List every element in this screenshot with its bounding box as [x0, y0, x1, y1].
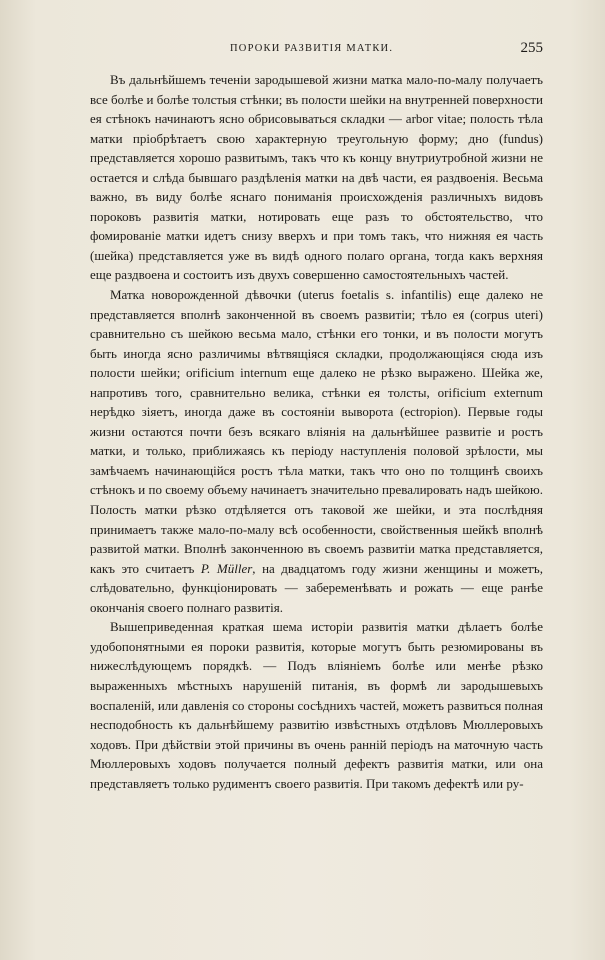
page-header [90, 40, 543, 60]
paragraph-1: Въ дальнѣйшемъ теченіи зародышевой жизни матка мало-по-малу получаетъ все болѣе и болѣе толстыя стѣнки; въ полости шейки на внутренней поверхности ея стѣнокъ начинаютъ ясно обрисовываться складки — arbor vitae; полость тѣла матки пріобрѣтаетъ свою характерную треугольную форму; дно (fundus) представляется хорошо развитымъ, такъ что къ концу внутриутробной жизни не остается и слѣда бывшаго раздѣленія матки на двѣ части, ея раздвоенія. Весьма важно, въ виду болѣе яснаго пониманія происхожденія различныхъ видовъ пороковъ развитія матки, нотировать еще разъ то обстоятельство, что фомированіе матки идетъ снизу вверхъ и при томъ такъ, что нижняя ея часть (шейка) представляется уже въ видѣ одного полаго органа, тогда какъ верхняя еще раздвоена и состоитъ изъ двухъ совершенно самостоятельныхъ частей. [90, 72, 543, 283]
paragraph-2-text-after: , на двадцатомъ году жизни женщины и можетъ, слѣдовательно, функціонировать — забеременѣвать и рожать — еще ранѣе окончанія своего полнаго развитія. [90, 560, 543, 615]
page-number: 255 [520, 40, 543, 56]
paragraph-3: Вышеприведенная краткая шема исторіи развитія матки дѣлаетъ болѣе удобопонятными ея пороки развитія, которые могутъ быть резюмированы въ нижеслѣдующемъ порядкѣ. — Подъ вліяніемъ болѣе или менѣе рѣзко выраженныхъ мѣстныхъ нарушеній питанія, въ формѣ ли зародышевыхъ воспаленій, или давленія со стороны сосѣднихъ частей, можетъ развиться полная несподобность къ дальнѣйшему развитію извѣстныхъ отдѣловъ Мюллеровыхъ ходовъ. При дѣйствіи этой причины въ очень ранній періодъ на маточную часть Мюллеровыхъ ходовъ получается полный дефектъ развитія матки, или она представляетъ только рудиментъ своего развитія. При такомъ дефектѣ или ру- [90, 619, 543, 791]
paragraph-2 [90, 285, 543, 617]
paragraph-2-text-before: Матка новорожденной дѣвочки (uterus foetalis s. infantilis) еще далеко не представляется вполнѣ законченной въ своемъ развитіи; тѣло ея (corpus uteri) сравнительно съ шейкою весьма мало, стѣнки его тонки, и въ полости могутъ быть иногда ясно различимы вѣтвящіяся складки, продолжающіяся сюда изъ полости шейки; orificium internum еще далеко не рѣзко выражено. Шейка же, напротивъ того, сравнительно велика, стѣнки ея толсты, orificium externum нерѣдко зіяетъ, иногда даже въ состояніи выворота (ectropion). Первые годы жизни остаются почти безъ всякаго вліянія на дальнѣйшее развитіе и ростъ матки, и только, приближаясь къ періоду наступленія половой зрѣлости, мы замѣчаемъ начинающійся ростъ тѣла матки, такъ что оно по толщинѣ своихъ стѣнокъ и по своему объему начинаетъ значительно превалировать надъ шейкою. Полость матки рѣзко отдѣляется отъ таковой же шейки, и эта послѣдняя принимаетъ также мало-по-малу всѣ особенности, свойственныя шейкѣ вполнѣ развитой матки. Вполнѣ законченною въ своемъ развитіи матка представляется, какъ это считаетъ [90, 287, 543, 576]
running-head: ПОРОКИ РАЗВИТІЯ МАТКИ. [230, 43, 394, 54]
author-name: P. Müller [200, 560, 253, 576]
page-body [90, 70, 543, 793]
